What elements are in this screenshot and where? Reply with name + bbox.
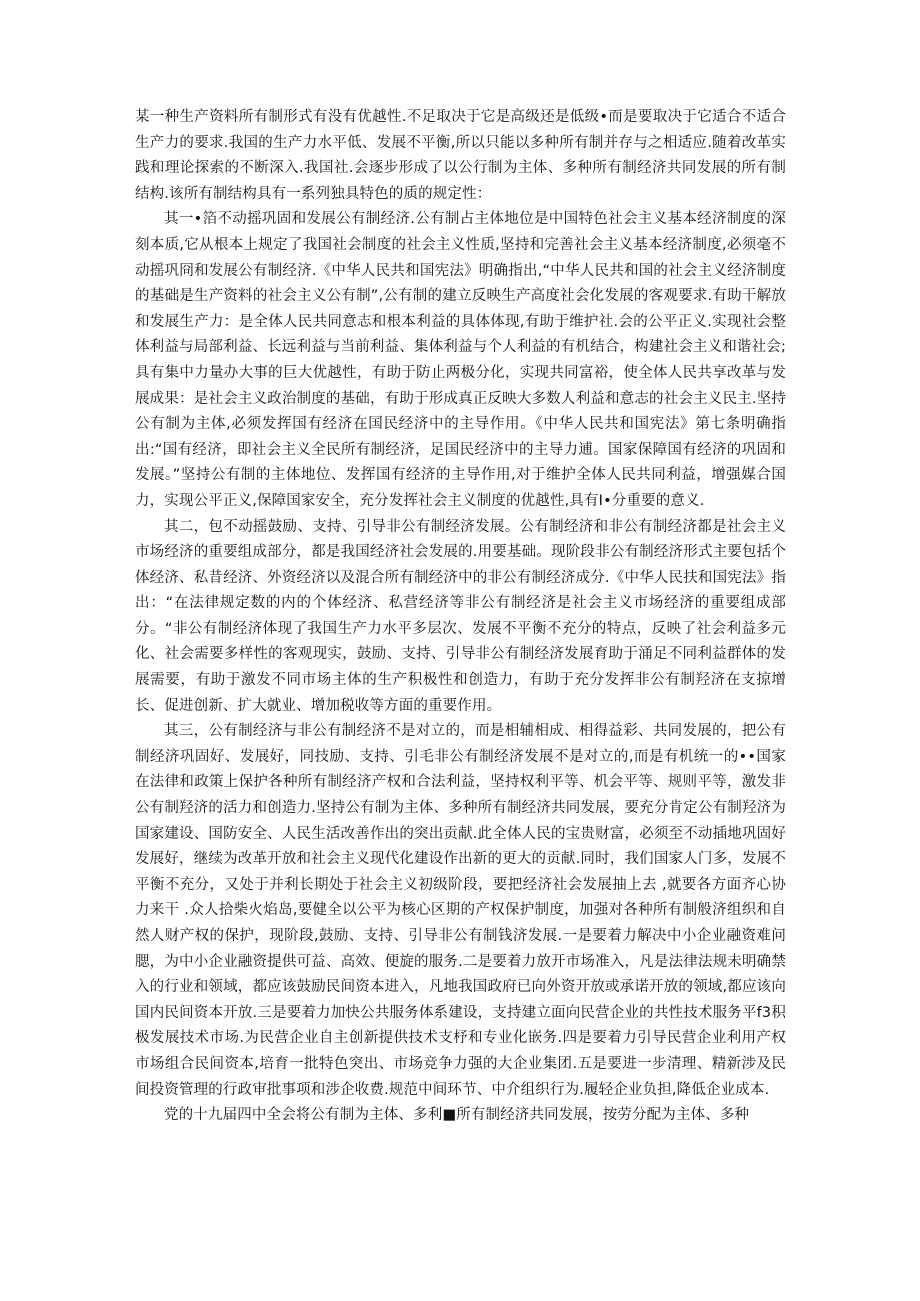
paragraph-closing: 党的十九届四中全会将公有制为主体、多利■所有制经济共同发展，按劳分配为主体、多种 [164,1107,750,1124]
paragraph-first-point: 其一•箔不动摇巩固和发展公有制经济.公有制占主体地位是中国特色社会主义基本经济制度的深刻本质,它从根本上规定了我国社会制度的社会主义性质,坚持和完善社会主义基本经济制度,必须毫不动摇巩冏和发展公有制经济.《中华人民共和国宪法》明确指出,“中华人民共和国的社会主义经济制度的基础是生产资料的社会主义公有制”,公有制的建立反映生产高度社会化发展的客观要求.有助干解放和发展生产力：是全体人民共同意志和根本利益的具体体现,有助于维护社.会的公平正义.实现社会整体利益与局部利益、长远利益与当前利益、集体利益与个人利益的有机结合，构建社会主义和谐社会;具有集中力量办大事的巨大优越性，有助于防止两极分化，实现共同富裕，使全体人民共享改革与发展成果：是社会主义政治制度的基础，有助于形成真正反映大多数人利益和意志的社会主义民主.坚持公有制为主体,必须发挥国有经济在国民经济中的主导作用。《中华人民共和国宪法》第七条明确指出:“国有经济，即社会主义全民所有制经济，足国民经济中的主导力逋。国家保障国有经济的巩固和发展。”坚持公有制的主体地位、发挥国有经济的主导作用,对于维护全体人民共同利益，增强媒合国力，实现公平正义,保障国家安全，充分发挥社会主义制度的优越性,具有I•分重要的意义. [135,211,786,509]
document-page [135,105,786,1129]
paragraph-second-point: 其二，包不动摇鼓励、支持、引导非公有制经济发展。公有制经济和非公有制经济都是社会主义市场经济的重要组成部分，都是我国经济社会发展的.用要基础。现阶段非公有制经济形式主要包括个体经济、私昔经济、外资经济以及混合所有制经济中的非公有制经济成分.《中华人民扶和国宪法》指出：“在法律规定数的内的个体经济、私营经济等非公有制经济是社会主义市场经济的重要组成部分。“非公有制经济体现了我国生产力水平多层次、发展不平衡不充分的特点，反映了社会利益多元化、社会需要多样性的客观现实，鼓励、支持、引导非公有制经济发展育助于涌足不同利益群体的发展需要，有助于激发不同市场主体的生产积极性和创造力，有助于充分发挥非公有制羟济在支掠增长、促进创新、扩大就业、增加税收等方面的重要作用。 [135,518,786,714]
paragraph-third-point: 其三，公有制经济与非公有制经济不是对立的，而是相辅相成、相得益彩、共同发展的，把公有制经济巩固好、发展好，同技励、支持、引毛非公有制经济发展不是对立的,而是有机统一的••国家在法律和政策上保护各种所有制经济产权和合法利益，坚持权利平等、机会平等、规则平等，激发非公有制羟济的活力和创造力.坚持公有制为主体、多种所有制经济共同发展，要充分肯定公有制羟济为国家建设、国防安全、人民生活改善作出的突出贡献.此全体人民的宝贵财富，必须至不动插地巩固好发展好，继续为改革开放和社会主义现代化建设作出新的更大的贡献.同时，我们国家人门多，发展不平衡不充分，又处于并利长期处于社会主义初级阶段，要把经济社会发展抽上去 ,就要各方面齐心协力来干 .众人拾柴火焰岛,要健全以公平为核心区期的产权保护制度，加强对各种所有制般济组织和自然人财产权的保护，现阶段,鼓励、支持、引导非公有制钱济发展.一是要着力解决中小企业融资难问腮，为中小企业融资提供可益、高效、便旋的服务.二是要着力放开市场准入，凡是法律法规未明确禁入的行业和领域，都应该鼓励民间资本进入，凡地我国政府已向外资开放或承诺开放的领域,都应该向国内民间资本开放.三是要着力加快公共服务体系建设，支持建立面向民营企业的共性技术服务平f3积极发展技术市场.为民营企业自主创新提供技术支杼和专业化嵌务.四是要着力引导民营企业利用产权市场组合民间资本,培育一批特色突出、市场竞争力强的大企业集团.五是要进一步清理、精新涉及民间投资管理的行政审批事项和涉企收费.规范中间环节、中介组织行为.履轻企业负担,降低企业成本. [135,723,786,1098]
intro-paragraph: 某一种生产资料所有制形式有没有优越性.不足取决于它是高级还是低级•而是要取决于它适合不适合生产力的要求.我国的生产力水平低、发展不平衡,所以只能以多种所有制并存与之相适应.随着改革实践和理论探索的不断深入.我国社.会逐步形成了以公行制为主体、多种所有制经济共同发展的所有制结构.该所有制结构具有一系列独具特色的质的规定性： [135,109,786,202]
